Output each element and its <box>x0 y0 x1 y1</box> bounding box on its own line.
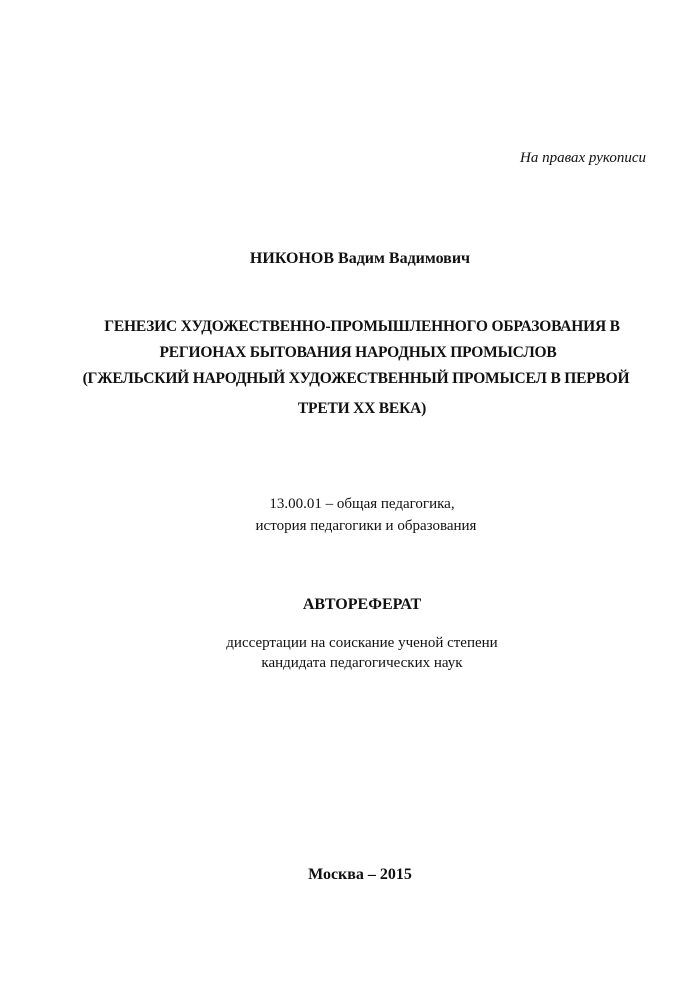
dissertation-title-line-3: (ГЖЕЛЬСКИЙ НАРОДНЫЙ ХУДОЖЕСТВЕННЫЙ ПРОМЫСЕЛ В ПЕРВОЙ <box>82 370 630 387</box>
dissertation-title-line-2: РЕГИОНАХ БЫТОВАНИЯ НАРОДНЫХ ПРОМЫСЛОВ <box>159 344 557 361</box>
specialty-line-2: история педагогики и образования <box>255 518 477 534</box>
dissertation-title-line-1: ГЕНЕЗИС ХУДОЖЕСТВЕННО-ПРОМЫШЛЕННОГО ОБРАЗОВАНИЯ В <box>104 318 620 335</box>
document-type-heading: АВТОРЕФЕРАТ <box>302 596 422 613</box>
city-year: Москва – 2015 <box>308 866 412 883</box>
author-name: НИКОНОВ Вадим Вадимович <box>249 250 471 267</box>
manuscript-note: На правах рукописи <box>520 150 646 166</box>
degree-line-1: диссертации на соискание ученой степени <box>226 635 498 651</box>
dissertation-title-line-4: ТРЕТИ XX ВЕКА) <box>297 400 427 417</box>
degree-line-2: кандидата педагогических наук <box>261 655 463 671</box>
specialty-line-1: 13.00.01 – общая педагогика, <box>269 496 455 512</box>
